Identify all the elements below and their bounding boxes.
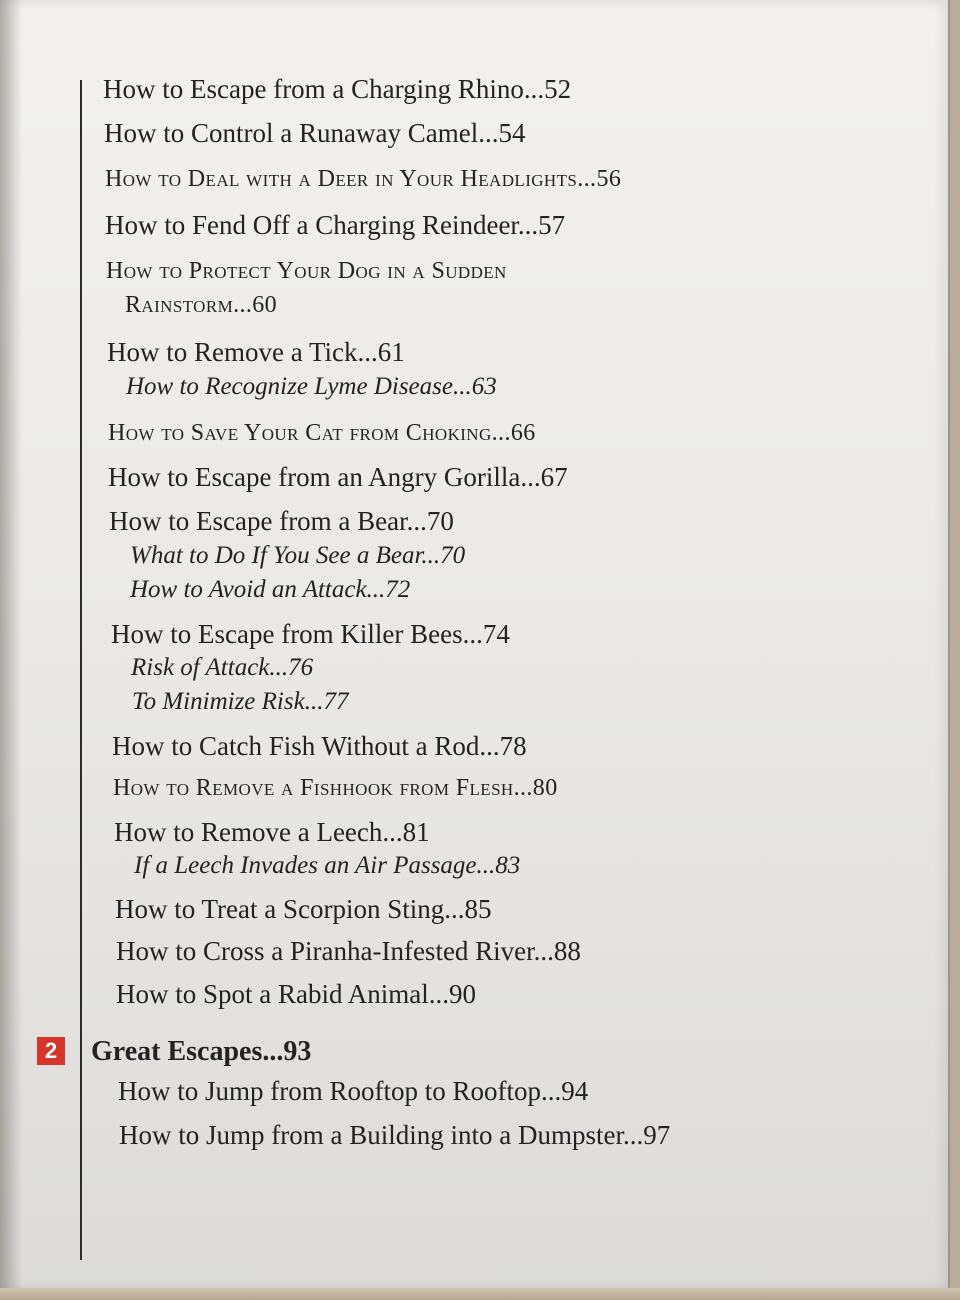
toc-subentry-lyme-disease: How to Recognize Lyme Disease...63 [126, 373, 497, 400]
toc-entry-protect-dog: How to Protect Your Dog in a Sudden [106, 258, 507, 284]
toc-subentry-leech-air-passage: If a Leech Invades an Air Passage...83 [134, 852, 521, 879]
toc-entry-scorpion-sting: How to Treat a Scorpion Sting...85 [115, 894, 492, 924]
toc-entry-remove-leech: How to Remove a Leech...81 [114, 817, 430, 847]
toc-entry-dumpster-jump: How to Jump from a Building into a Dumpster...97 [119, 1120, 671, 1150]
toc-entry-catch-fish: How to Catch Fish Without a Rod...78 [112, 731, 527, 761]
toc-subentry-see-bear: What to Do If You See a Bear...70 [130, 542, 466, 569]
toc-entry-protect-dog-continued: Rainstorm...60 [125, 292, 278, 318]
toc-entry-charging-reindeer: How to Fend Off a Charging Reindeer...57 [105, 210, 566, 240]
section-title: Great Escapes...93 [91, 1036, 312, 1067]
toc-entry-runaway-camel: How to Control a Runaway Camel...54 [104, 118, 526, 148]
section-number-badge: 2 [37, 1037, 65, 1065]
toc-entry-charging-rhino: How to Escape from a Charging Rhino...52 [103, 74, 572, 104]
toc-subentry-risk-of-attack: Risk of Attack...76 [131, 654, 314, 681]
toc-entry-remove-tick: How to Remove a Tick...61 [107, 337, 405, 367]
toc-entry-rabid-animal: How to Spot a Rabid Animal...90 [116, 979, 476, 1009]
toc-entry-remove-fishhook: How to Remove a Fishhook from Flesh...80 [113, 775, 558, 801]
table-surface [0, 1288, 960, 1300]
margin-rule [80, 80, 82, 1260]
toc-entry-cat-choking: How to Save Your Cat from Choking...66 [108, 420, 536, 446]
toc-entry-angry-gorilla: How to Escape from an Angry Gorilla...67 [108, 462, 568, 492]
toc-entry-killer-bees: How to Escape from Killer Bees...74 [111, 619, 510, 649]
spine-shadow [0, 0, 22, 1290]
toc-entry-rooftop-jump: How to Jump from Rooftop to Rooftop...94 [118, 1076, 589, 1106]
toc-subentry-minimize-risk: To Minimize Risk...77 [132, 688, 349, 715]
toc-entry-deer-headlights: How to Deal with a Deer in Your Headlights...56 [105, 166, 622, 192]
toc-subentry-avoid-attack: How to Avoid an Attack...72 [130, 576, 411, 603]
toc-entry-piranha-river: How to Cross a Piranha-Infested River...88 [116, 936, 581, 966]
toc-entry-bear: How to Escape from a Bear...70 [109, 506, 454, 536]
